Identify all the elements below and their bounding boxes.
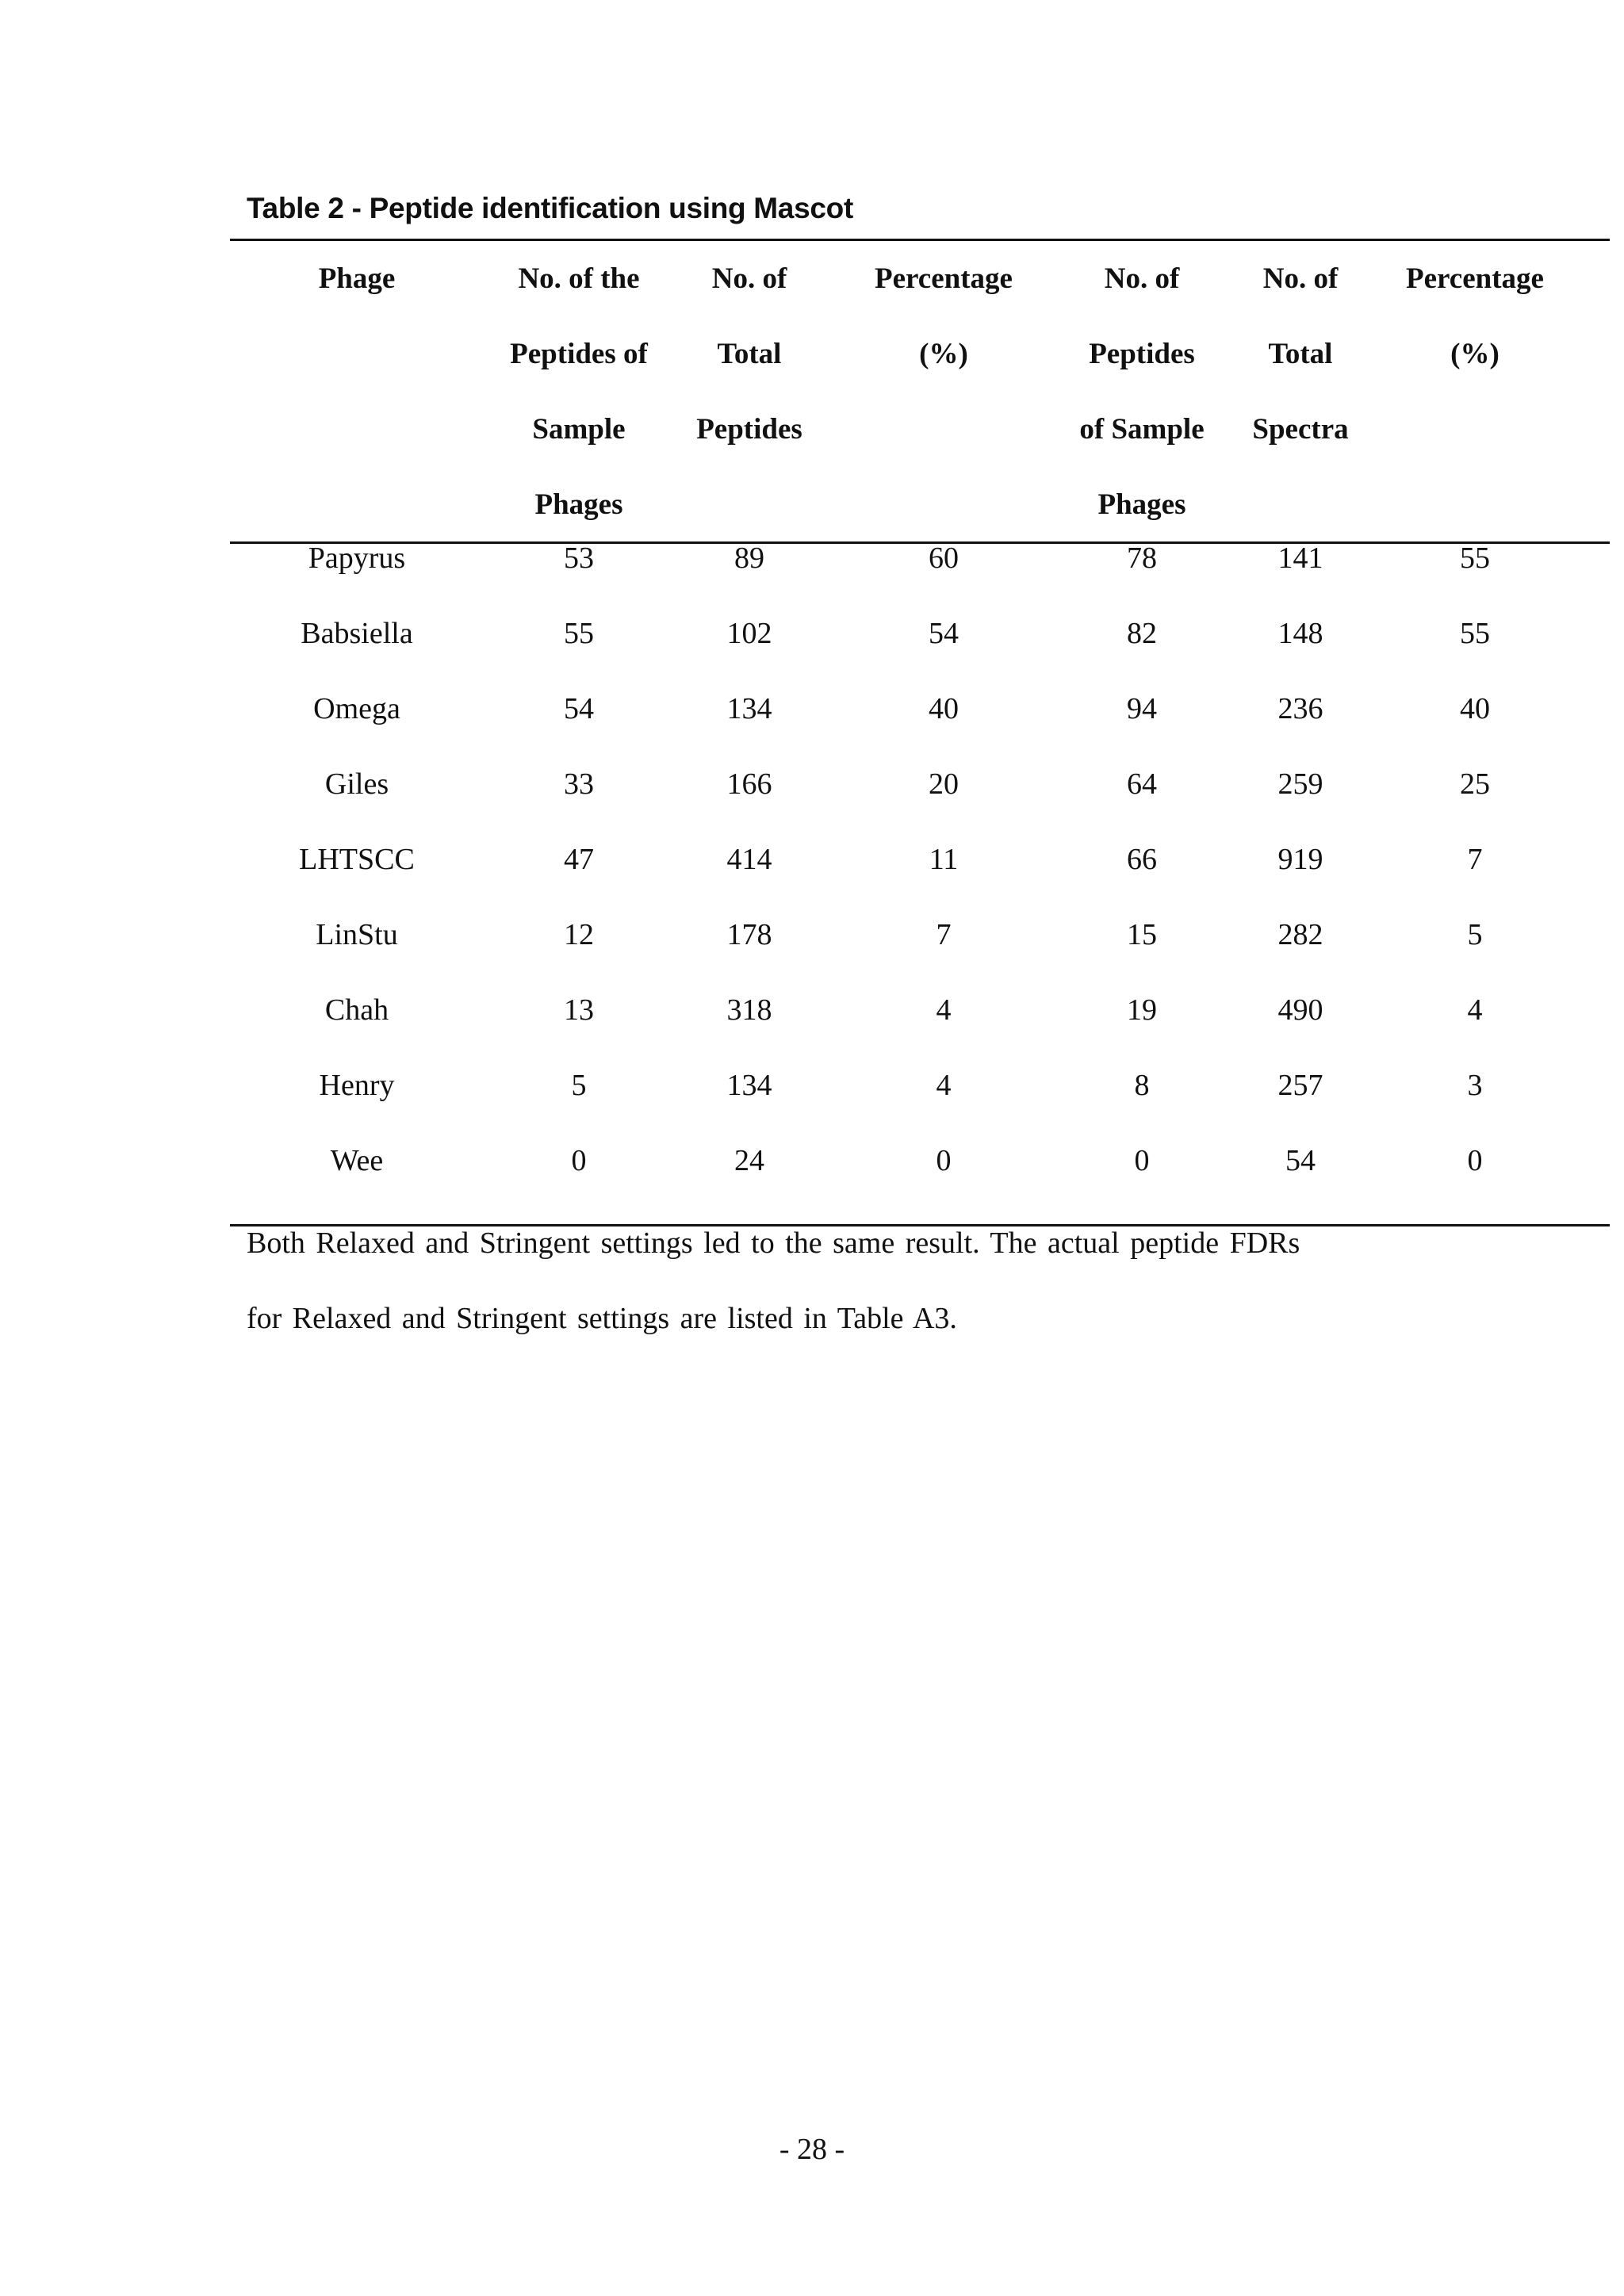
cell-value: 47 [564, 843, 594, 876]
header-line: Percentage [875, 262, 1013, 295]
cell-value: 0 [571, 1144, 587, 1177]
header-line: (%) [1450, 338, 1500, 370]
cell-value: 15 [1127, 918, 1157, 951]
header-percentage-peptides [856, 241, 1031, 392]
cell-value: 12 [564, 918, 594, 951]
cell-phage: Giles [324, 767, 389, 801]
header-line: No. of the [518, 262, 640, 295]
header-line: of Sample [1079, 413, 1205, 446]
cell-phage: Henry [319, 1069, 395, 1102]
table-footnote-line-1: Both Relaxed and Stringent settings led to the same result. The actual peptide FDRs [247, 1226, 1300, 1260]
table-row [0, 689, 1624, 764]
cell-value: 53 [564, 541, 594, 575]
header-peptides-of-sample-phages-spectra [1063, 241, 1221, 542]
cell-value: 414 [726, 843, 772, 876]
cell-value: 94 [1127, 692, 1157, 725]
cell-value: 0 [1467, 1144, 1483, 1177]
cell-value: 60 [929, 541, 959, 575]
cell-phage: Chah [324, 993, 389, 1027]
cell-phage: Papyrus [308, 541, 406, 575]
table-footnote-line-2: for Relaxed and Stringent settings are listed in Table A3. [247, 1302, 957, 1335]
cell-value: 7 [1467, 843, 1483, 876]
cell-value: 4 [936, 1069, 952, 1102]
table-caption: Table 2 - Peptide identification using Mascot [247, 192, 853, 224]
table-row [0, 764, 1624, 840]
header-line: Peptides [696, 413, 802, 446]
cell-value: 7 [936, 918, 952, 951]
cell-phage: LinStu [316, 918, 398, 951]
cell-value: 82 [1127, 617, 1157, 650]
header-total-peptides [682, 241, 817, 467]
cell-value: 55 [564, 617, 594, 650]
cell-value: 0 [1134, 1144, 1150, 1177]
cell-value: 20 [929, 767, 959, 801]
cell-value: 490 [1277, 993, 1323, 1027]
cell-value: 8 [1134, 1069, 1150, 1102]
header-line: Spectra [1252, 413, 1349, 446]
header-line: Total [717, 338, 782, 370]
header-line: Total [1268, 338, 1333, 370]
header-line: Phages [1097, 488, 1186, 521]
cell-value: 102 [726, 617, 772, 650]
table-row [0, 538, 1624, 614]
table-row [0, 614, 1624, 689]
cell-phage: LHTSCC [299, 843, 415, 876]
header-line: No. of [711, 262, 787, 295]
cell-value: 55 [1460, 541, 1490, 575]
cell-value: 33 [564, 767, 594, 801]
cell-value: 89 [734, 541, 764, 575]
table-row [0, 990, 1624, 1066]
cell-value: 0 [936, 1144, 952, 1177]
header-phage [293, 241, 420, 316]
header-line: No. of [1104, 262, 1180, 295]
cell-value: 54 [564, 692, 594, 725]
cell-value: 134 [726, 1069, 772, 1102]
header-line: Percentage [1406, 262, 1544, 295]
cell-phage: Omega [313, 692, 400, 725]
header-line: Sample [532, 413, 626, 446]
cell-value: 236 [1277, 692, 1323, 725]
cell-value: 78 [1127, 541, 1157, 575]
cell-phage: Wee [330, 1144, 384, 1177]
cell-value: 257 [1277, 1069, 1323, 1102]
cell-value: 4 [1467, 993, 1483, 1027]
cell-value: 3 [1467, 1069, 1483, 1102]
cell-value: 318 [726, 993, 772, 1027]
cell-value: 134 [726, 692, 772, 725]
table-row [0, 840, 1624, 915]
cell-value: 25 [1460, 767, 1490, 801]
cell-value: 178 [726, 918, 772, 951]
page-number: - 28 - [779, 2133, 845, 2166]
cell-value: 55 [1460, 617, 1490, 650]
cell-value: 4 [936, 993, 952, 1027]
header-line: (%) [919, 338, 968, 370]
cell-value: 11 [929, 843, 959, 876]
cell-value: 54 [929, 617, 959, 650]
cell-value: 141 [1277, 541, 1323, 575]
cell-value: 5 [1467, 918, 1483, 951]
table-row [0, 915, 1624, 990]
header-percentage-spectra [1388, 241, 1562, 392]
cell-value: 148 [1277, 617, 1323, 650]
cell-value: 40 [929, 692, 959, 725]
table-row [0, 1066, 1624, 1141]
cell-value: 919 [1277, 843, 1323, 876]
header-peptides-of-sample-phages [492, 241, 666, 542]
cell-value: 54 [1285, 1144, 1316, 1177]
cell-value: 64 [1127, 767, 1157, 801]
cell-value: 259 [1277, 767, 1323, 801]
header-line: No. of [1262, 262, 1339, 295]
cell-value: 5 [571, 1069, 587, 1102]
header-line: Peptides [1089, 338, 1195, 370]
header-line: Peptides of [510, 338, 648, 370]
cell-phage: Babsiella [301, 617, 413, 650]
header-line: Phages [534, 488, 623, 521]
cell-value: 166 [726, 767, 772, 801]
cell-value: 40 [1460, 692, 1490, 725]
cell-value: 282 [1277, 918, 1323, 951]
header-total-spectra [1237, 241, 1364, 467]
cell-value: 66 [1127, 843, 1157, 876]
cell-value: 13 [564, 993, 594, 1027]
header-line: Phage [318, 262, 396, 295]
table-row [0, 1141, 1624, 1216]
cell-value: 24 [734, 1144, 764, 1177]
cell-value: 19 [1127, 993, 1157, 1027]
